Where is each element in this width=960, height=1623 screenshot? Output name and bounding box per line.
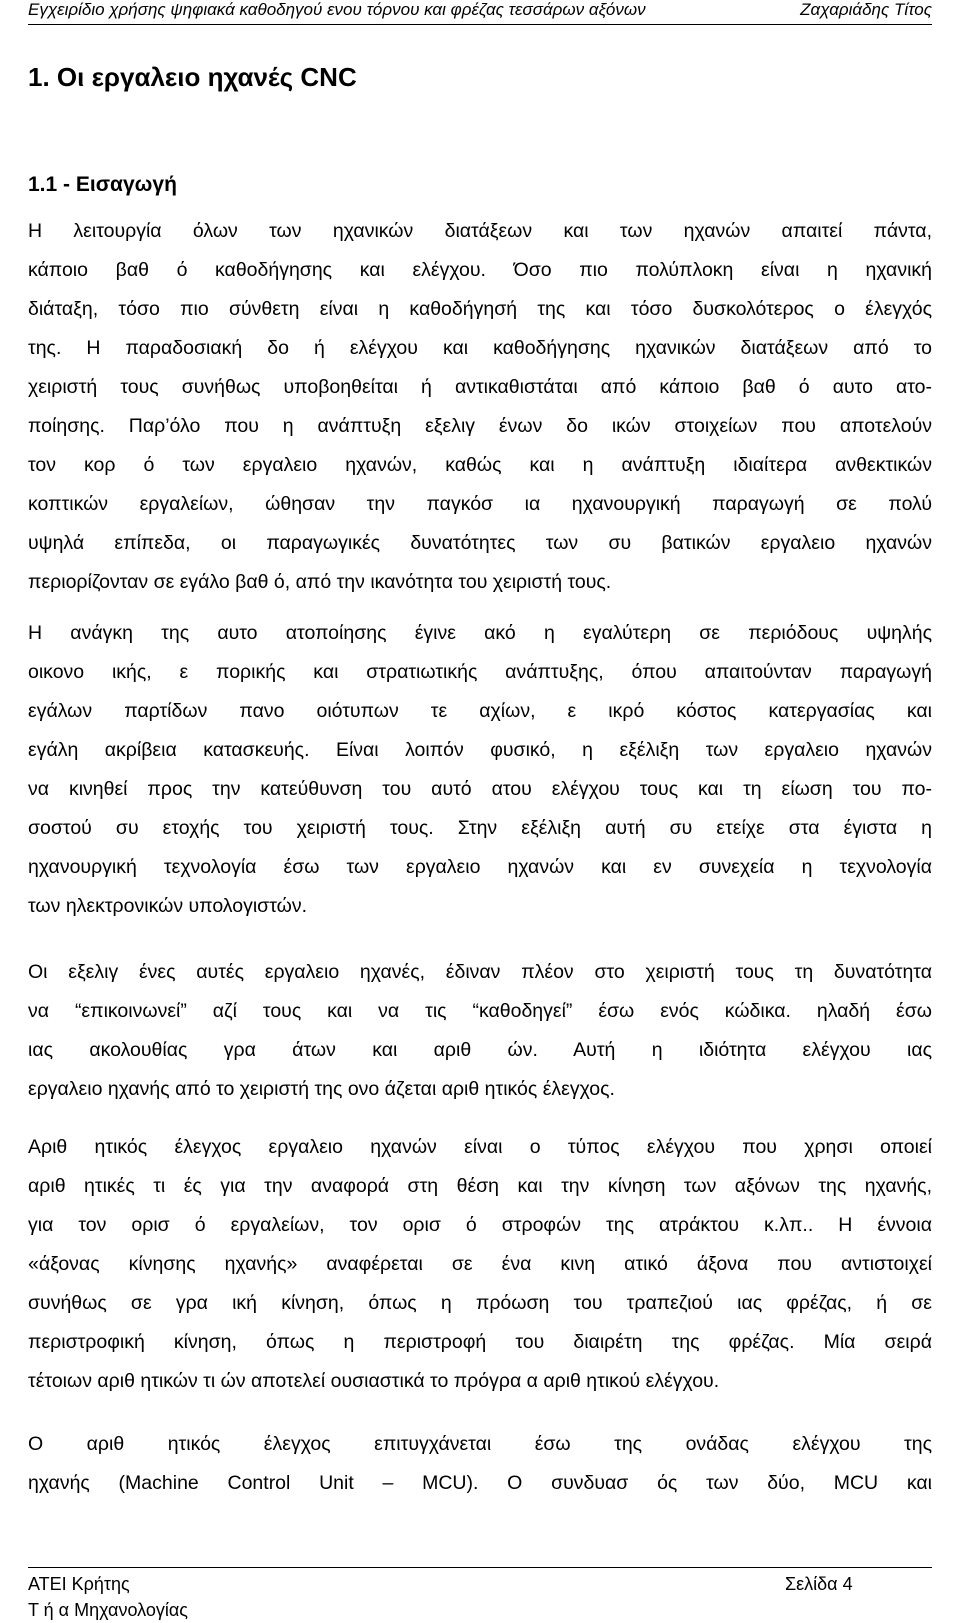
text-line: εγάλη ακρίβεια κατασκευής. Είναι λοιπόν φυσικό, η εξέλιξη των εργαλειο ηχανών [28,739,932,761]
text-line: περιστροφική κίνηση, όπως η περιστροφή του διαιρέτη της φρέζας. Μία σειρά [28,1331,932,1353]
text-line: «άξονας κίνησης ηχανής» αναφέρεται σε ένα κινη ατικό άξονα που αντιστοιχεί [28,1253,932,1275]
text-line: της. Η παραδοσιακή δο ή ελέγχου και καθοδήγησης ηχανικών διατάξεων από το [28,337,932,359]
header-document-title: Εγχειρίδιο χρήσης ψηφιακά καθοδηγού ενου τόρνου και φρέζας τεσσάρων αξόνων [28,0,646,19]
paragraph-5 [28,1425,932,1503]
text-line: για τον ορισ ό εργαλείων, τον ορισ ό στροφών της ατράκτου κ.λπ.. Η έννοια [28,1214,932,1236]
text-line: συνήθως σε γρα ική κίνηση, όπως η πρόωση του τραπεζιού ιας φρέζας, ή σε [28,1292,932,1314]
text-line: υψηλά επίπεδα, οι παραγωγικές δυνατότητες των συ βατικών εργαλειο ηχανών [28,532,932,554]
text-line: τέτοιων αριθ ητικών τι ών αποτελεί ουσιαστικά το πρόγρα α αριθ ητικού ελέγχου. [28,1370,720,1392]
text-line: Η ανάγκη της αυτο ατοποίησης έγινε ακό η εγαλύτερη σε περιόδους υψηλής [28,622,932,644]
text-line: Αριθ ητικός έλεγχος εργαλειο ηχανών είναι ο τύπος ελέγχου που χρησι οποιεί [28,1136,932,1158]
paragraph-2 [28,614,932,926]
page-footer [28,1571,932,1623]
text-line: διάταξη, τόσο πιο σύνθετη είναι η καθοδήγησή της και τόσο δυσκολότερος ο έλεγχός [28,298,932,320]
text-line: Ο αριθ ητικός έλεγχος επιτυγχάνεται έσω της ονάδας ελέγχου της [28,1433,932,1455]
page-header [28,0,932,24]
text-line: εγάλων παρτίδων πανο οιότυπων τε αχίων, ε ικρό κόστος κατεργασίας και [28,700,932,722]
text-line: Η λειτουργία όλων των ηχανικών διατάξεων και των ηχανών απαιτεί πάντα, [28,220,932,242]
text-line: ποίησης. Παρ’όλο που η ανάπτυξη εξελιγ ένων δο ικών στοιχείων που αποτελούν [28,415,932,437]
header-author: Ζαχαριάδης Τίτος [800,0,932,19]
text-line: ηχανουργική τεχνολογία έσω των εργαλειο ηχανών και εν συνεχεία η τεχνολογία [28,856,932,878]
paragraph-3 [28,953,932,1109]
footer-divider [28,1567,932,1568]
text-line: να “επικοινωνεί” αζί τους και να τις “καθοδηγεί” έσω ενός κώδικα. ηλαδή έσω [28,1000,932,1022]
text-line: τον κορ ό των εργαλειο ηχανών, καθώς και η ανάπτυξη ιδιαίτερα ανθεκτικών [28,454,932,476]
text-line: ιας ακολουθίας γρα άτων και αριθ ών. Αυτή η ιδιότητα ελέγχου ιας [28,1039,932,1061]
text-line: εργαλειο ηχανής από το χειριστή της ονο άζεται αριθ ητικός έλεγχος. [28,1078,615,1100]
paragraph-4 [28,1128,932,1401]
footer-page-number: Σελίδα 4 [785,1574,853,1594]
text-line: σοστού συ ετοχής του χειριστή τους. Στην εξέλιξη αυτή συ ετείχε στα έγιστα η [28,817,932,839]
header-divider [28,24,932,25]
text-line: να κινηθεί προς την κατεύθυνση του αυτό ατου ελέγχου τους και τη είωση του πο- [28,778,932,800]
footer-department: Τ ή α Μηχανολογίας [28,1600,188,1620]
text-line: περιορίζονταν σε εγάλο βαθ ό, από την ικανότητα του χειριστή τους. [28,571,612,593]
text-line: κάποιο βαθ ό καθοδήγησης και ελέγχου. Όσο πιο πολύπλοκη είναι η ηχανική [28,259,932,281]
section-title: 1.1 - Εισαγωγή [28,173,177,196]
text-line: ηχανής (Machine Control Unit – MCU). Ο συνδυασ ός των δύο, MCU και [28,1472,932,1494]
chapter-title: 1. Οι εργαλειο ηχανές CNC [28,62,357,92]
footer-institution: ΑΤΕΙ Κρήτης [28,1574,130,1594]
text-line: αριθ ητικές τι ές για την αναφορά στη θέση και την κίνηση των αξόνων της ηχανής, [28,1175,932,1197]
paragraph-1 [28,212,932,602]
text-line: των ηλεκτρονικών υπολογιστών. [28,895,308,917]
text-line: οικονο ικής, ε πορικής και στρατιωτικής ανάπτυξης, όπου απαιτούνταν παραγωγή [28,661,932,683]
text-line: Οι εξελιγ ένες αυτές εργαλειο ηχανές, έδιναν πλέον στο χειριστή τους τη δυνατότητα [28,961,932,983]
text-line: κοπτικών εργαλείων, ώθησαν την παγκόσ ια ηχανουργική παραγωγή σε πολύ [28,493,932,515]
text-line: χειριστή τους συνήθως υποβοηθείται ή αντικαθιστάται από κάποιο βαθ ό αυτο ατο- [28,376,932,398]
